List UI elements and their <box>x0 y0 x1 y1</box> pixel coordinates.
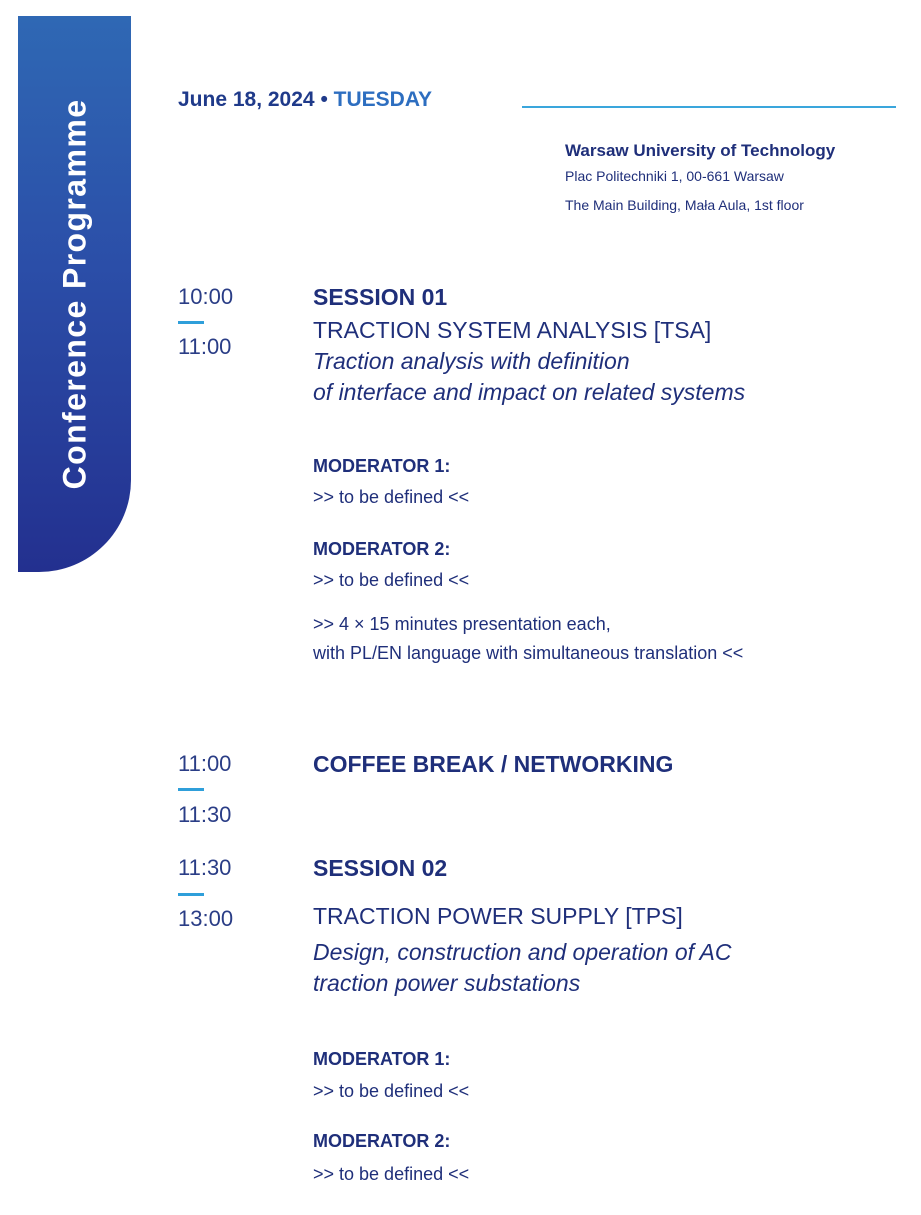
session2-moderator2-value: >> to be defined << <box>313 1164 470 1184</box>
session2-start-time: 11:30 <box>178 855 232 880</box>
venue-name: Warsaw University of Technology <box>565 141 836 160</box>
session1-note-line2: with PL/EN language with simultaneous translation << <box>313 643 744 663</box>
session1-subtitle: TRACTION SYSTEM ANALYSIS [TSA] <box>313 317 712 343</box>
coffee-title: COFFEE BREAK / NETWORKING <box>313 751 674 777</box>
venue-location: The Main Building, Mała Aula, 1st floor <box>565 197 804 213</box>
session1-end-time: 11:00 <box>178 334 232 359</box>
date-separator: • <box>320 88 328 111</box>
session1-title: SESSION 01 <box>313 284 448 310</box>
sidebar-title: Conference Programme <box>56 98 92 490</box>
date-heading <box>178 88 432 112</box>
session2-title: SESSION 02 <box>313 855 448 881</box>
session2-description <box>313 937 732 999</box>
coffee-start-time: 11:00 <box>178 751 232 776</box>
session1-note-line1: >> 4 × 15 minutes presentation each, <box>313 614 611 634</box>
session1-moderator2-label: MODERATOR 2: <box>313 539 451 559</box>
venue-block <box>565 140 905 220</box>
session1-start-time: 10:00 <box>178 284 234 309</box>
coffee-end-time: 11:30 <box>178 802 232 827</box>
session2-description-line1: Design, construction and operation of AC <box>313 939 732 965</box>
session2-moderator1-value: >> to be defined << <box>313 1081 470 1101</box>
session1-moderator1-label: MODERATOR 1: <box>313 456 451 476</box>
session1-moderator2-value: >> to be defined << <box>313 570 470 590</box>
weekday-text: TUESDAY <box>333 88 433 111</box>
session2-time-dash <box>178 893 204 896</box>
session2-subtitle: TRACTION POWER SUPPLY [TPS] <box>313 903 683 929</box>
session1-description <box>313 346 745 408</box>
session1-description-line2: of interface and impact on related systems <box>313 379 746 405</box>
session2-end-time: 13:00 <box>178 906 234 931</box>
session1-note <box>313 610 743 668</box>
sidebar-tab <box>18 16 131 572</box>
session1-description-line1: Traction analysis with definition <box>313 348 630 374</box>
coffee-time-dash <box>178 788 204 791</box>
session1-moderator1-value: >> to be defined << <box>313 487 470 507</box>
session1-time-dash <box>178 321 204 324</box>
session2-moderator1-label: MODERATOR 1: <box>313 1049 451 1069</box>
session2-moderator2-label: MODERATOR 2: <box>313 1131 451 1151</box>
date-text: June 18, 2024 <box>178 88 315 111</box>
venue-address: Plac Politechniki 1, 00-661 Warsaw <box>565 168 784 184</box>
date-divider <box>522 106 896 108</box>
session2-description-line2: traction power substations <box>313 970 581 996</box>
